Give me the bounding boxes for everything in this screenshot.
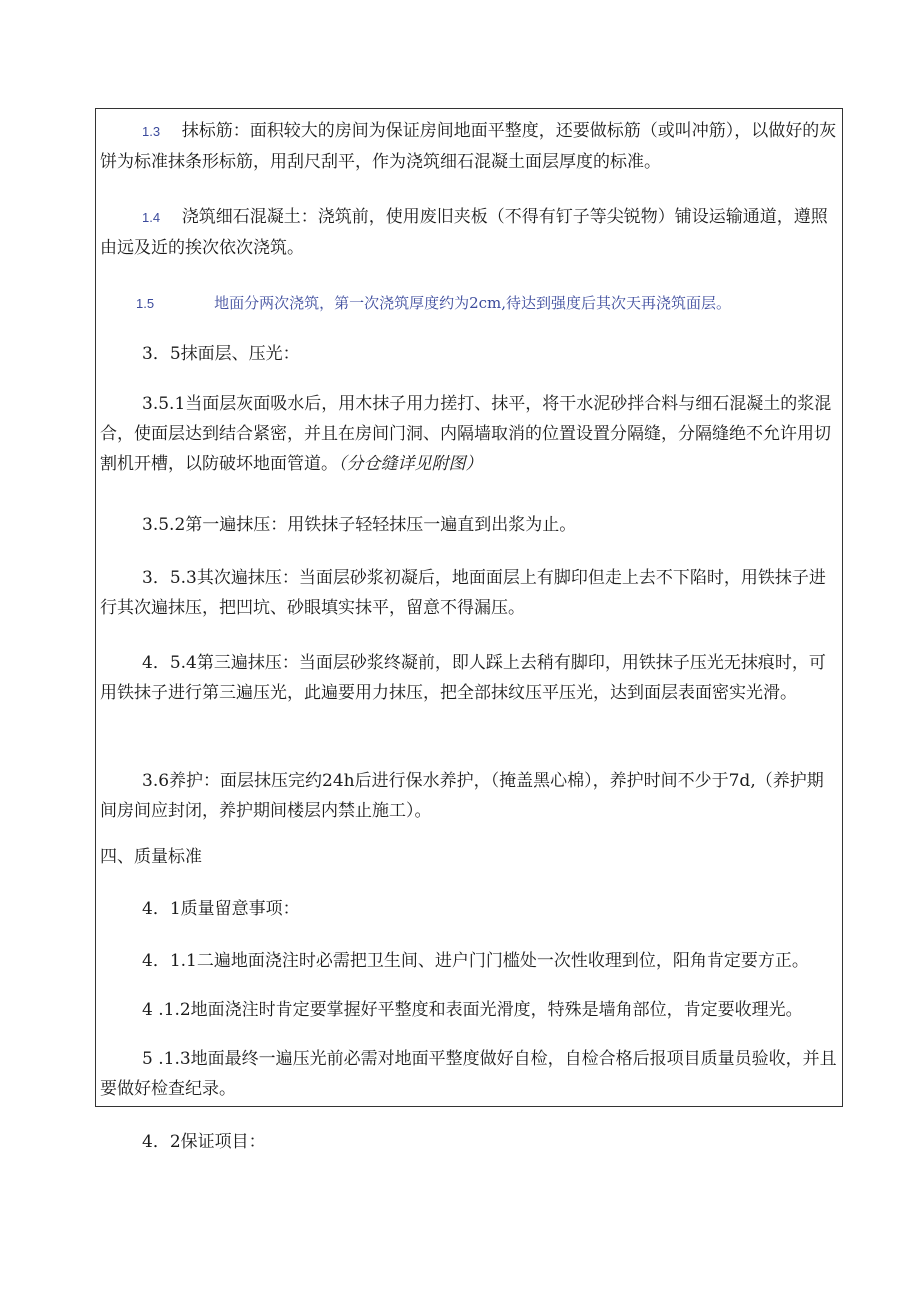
paragraph-4-1-2: 4 .1.2地面浇注时肯定要掌握好平整度和表面光滑度，特殊是墙角部位，肯定要收理光。 <box>142 1000 803 1020</box>
item-number: 1.4 <box>142 210 161 225</box>
paragraph-1-3 <box>100 116 840 177</box>
paragraph-3-5-3: 3．5.3其次遍抹压：当面层砂浆初凝后，地面面层上有脚印但走上去不下陷时，用铁抹子进行其次遍抹压，把凹坑、砂眼填实抹平，留意不得漏压。 <box>100 568 826 618</box>
section-4-heading: 四、质量标准 <box>100 847 202 867</box>
paragraph-3-5-4: 4．5.4第三遍抹压：当面层砂浆终凝前，即人踩上去稍有脚印，用铁抹子压光无抹痕时，可用铁抹子进行第三遍压光，此遍要用力抹压，把全部抹纹压平压光，达到面层表面密实光滑。 <box>100 653 826 703</box>
paragraph-text: 地面分两次浇筑，第一次浇筑厚度约为2cm,待达到强度后其次天再浇筑面层。 <box>214 294 732 312</box>
paragraph-note: （分仓缝详见附图） <box>338 454 483 474</box>
heading-4-2: 4．2保证项目： <box>142 1132 266 1152</box>
paragraph-4-1-1: 4．1.1二遍地面浇注时必需把卫生间、进户门门槛处一次性收理到位，阳角肯定要方正。 <box>142 951 809 971</box>
paragraph-3-5-2: 3.5.2第一遍抹压：用铁抹子轻轻抹压一遍直到出浆为止。 <box>142 515 577 535</box>
paragraph-3-5-1 <box>100 389 840 479</box>
heading-4-1: 4．1质量留意事项： <box>142 899 300 919</box>
paragraph-4-1-3: 5 .1.3地面最终一遍压光前必需对地面平整度做好自检，自检合格后报项目质量员验收，并且要做好检查纪录。 <box>100 1049 837 1099</box>
paragraph-1-4 <box>100 202 840 263</box>
paragraph-1-5 <box>100 288 840 319</box>
paragraph-text: 3.5.1当面层灰面吸水后，用木抹子用力搓打、抹平，将干水泥砂拌合料与细石混凝土的浆混合，使面层达到结合紧密，并且在房间门洞、内隔墙取消的位置设置分隔缝，分隔缝绝不允许用切割机开槽，以防破坏地面管道。 <box>100 394 832 474</box>
heading-3-5: 3．5抹面层、压光： <box>142 344 300 364</box>
item-number: 1.5 <box>136 296 155 311</box>
paragraph-text: 抹标筋：面积较大的房间为保证房间地面平整度，还要做标筋（或叫冲筋），以做好的灰饼为标准抹条形标筋，用刮尺刮平，作为浇筑细石混凝土面层厚度的标准。 <box>100 121 837 172</box>
paragraph-text: 浇筑细石混凝土：浇筑前，使用废旧夹板（不得有钉子等尖锐物）铺设运输通道，遵照由远及近的挨次依次浇筑。 <box>100 207 828 258</box>
paragraph-3-6: 3.6养护：面层抹压完约24h后进行保水养护，（掩盖黑心棉），养护时间不少于7d,（养护期间房间应封闭，养护期间楼层内禁止施工）。 <box>100 771 824 821</box>
item-number: 1.3 <box>142 124 161 139</box>
